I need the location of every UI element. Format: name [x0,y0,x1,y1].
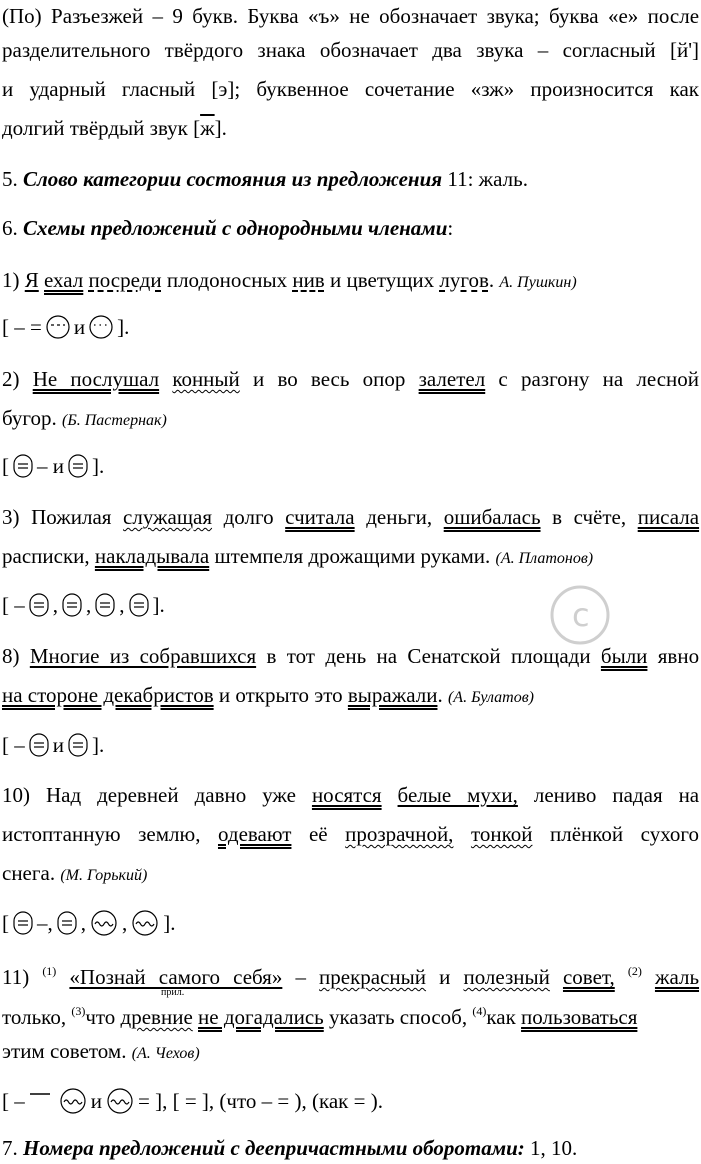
author: А. Пушкин) [499,274,577,291]
word: Буква [247,4,299,28]
example-8 [2,641,699,671]
word: землю, [138,822,201,846]
example-10 [2,780,699,810]
word: тот [286,644,315,668]
attribute-circle-icon [130,909,160,937]
word: день [325,644,367,668]
word: опор [362,367,406,391]
word: были [600,644,648,668]
text-line: долгий твёрдый звук [ж]. [2,116,227,140]
word: прозрачной, [345,822,454,846]
word: давно [194,783,247,807]
word: деревней [97,783,179,807]
word: Разъезжей [51,4,144,28]
word: букв. [192,4,239,28]
word: плёнкой [549,822,624,846]
predicate-oval-icon [94,592,116,618]
word: на [376,644,398,668]
word: лениво [533,783,597,807]
word: на [678,783,700,807]
section-6: 6. Схемы предложений с однородными членами: [2,216,454,240]
word: согласный [562,38,656,62]
word: и [2,77,14,101]
word: буква [549,4,599,28]
word: «е» [607,4,639,28]
word: произносится [530,77,654,101]
word: 2) [2,367,20,391]
text-line [2,35,699,65]
word: Не послушал [32,367,160,391]
word: и [252,367,265,391]
text-line: расписки, накладывала штемпеля дрожащими руками. (А. Платонов) [2,544,594,568]
word: разделительного [2,38,151,62]
homogeneous-circle-icon [45,314,71,340]
word: «зж» [470,77,515,101]
word: служащая [123,505,213,529]
word: явно [657,644,700,668]
word: 8) [2,644,20,668]
word: обозначает [379,4,478,28]
word: Многие из собравшихся [29,644,257,668]
author: (А. Платонов) [495,550,594,567]
predicate-oval-icon [67,453,89,479]
text-line [2,1,699,31]
text-line [2,74,699,104]
word: лесной [636,367,699,391]
word: залетел [418,367,486,391]
word: писала [637,505,700,529]
text-line: бугор. (Б. Пастернак) [2,406,167,430]
word: ударный [29,77,106,101]
word: – [537,38,549,62]
word: весь [310,367,350,391]
word: Сенатской [407,644,501,668]
word: после [647,4,700,28]
word: ошибалась [443,505,541,529]
example-1: 1) Я ехал посреди плодоносных нив и цветущих лугов. А. Пушкин) [2,268,577,292]
long-sound: ж [200,116,215,140]
word: буквенное [256,77,349,101]
homogeneous-circle-icon [88,314,114,340]
word: площади [510,644,591,668]
word: в [266,644,277,668]
word: счёте, [573,505,627,529]
word: [э]; [211,77,241,101]
word: звука [476,38,524,62]
attribute-circle-icon [105,1087,135,1115]
word: 10) [2,783,30,807]
svg-text:c: c [572,596,590,634]
word: её [308,822,328,846]
word: 9 [172,4,183,28]
word: истоптанную [2,822,121,846]
scheme-10: [ – , , , ]. [2,911,176,935]
example-2 [2,364,699,394]
word: одевают [217,822,292,846]
subject-line-icon [28,1086,52,1116]
word: разгону [520,367,590,391]
word: падая [612,783,663,807]
word: тонкой [470,822,533,846]
scheme-2: [ – и ]. [2,454,105,478]
word: уже [262,783,296,807]
example-3 [2,502,699,532]
scheme-8: [ – и ]. [2,733,105,757]
word: «ъ» [307,4,340,28]
scheme-1: [ – = и ]. [2,315,130,339]
scheme-3: [ – , , , ]. [2,593,165,617]
word: носятся [311,783,382,807]
attribute-circle-icon [58,1087,88,1115]
text-line: снега. (М. Горький) [2,861,148,885]
example-11: 11) $^{(1)}$ «Познай самого себя» – прекрасный и полезный совет, $^{(2)}$ жаль [2,964,700,989]
word: долго [223,505,274,529]
word: звука; [486,4,540,28]
word: не [349,4,370,28]
word: два [432,38,462,62]
word: конный [172,367,240,391]
word: с [498,367,508,391]
word: Пожилая [31,505,112,529]
author: (М. Горький) [60,867,148,884]
section-title: Слово категории состояния из предложения [23,167,443,191]
part-of-speech-note: прил. [161,987,185,998]
text-line: только, $^{(3)}$что древние не догадались указать способ, $^{(4)}$как пользоваться [2,1004,638,1029]
section-title: Схемы предложений с однородными членами [23,216,448,240]
predicate-oval-icon [28,732,50,758]
word: деньги, [366,505,433,529]
predicate-oval-icon [28,592,50,618]
word: считала [285,505,355,529]
word: твёрдого [164,38,244,62]
text-line: на стороне декабристов и открыто это выражали. (А. Булатов) [2,683,534,707]
word: как [669,77,699,101]
predicate-oval-icon [12,910,34,936]
word: в [552,505,563,529]
word: сочетание [364,77,455,101]
author: (А. Булатов) [447,689,534,706]
text-line: этим советом. (А. Чехов) [2,1039,200,1063]
predicate-oval-icon [128,592,150,618]
author: (Б. Пастернак) [61,412,167,429]
word: на [602,367,624,391]
word: Над [45,783,82,807]
word: знака [257,38,306,62]
section-5: 5. Слово категории состояния из предложения 11: жаль. [2,167,528,191]
word: (По) [2,4,42,28]
word: сухого [640,822,699,846]
word: обозначает [319,38,418,62]
predicate-oval-icon [12,453,34,479]
word: белые мухи, [397,783,518,807]
text-line [2,819,699,849]
author: (А. Чехов) [131,1045,200,1062]
word: 3) [2,505,20,529]
predicate-oval-icon [61,592,83,618]
section-7: 7. Номера предложений с деепричастными оборотами: 1, 10. [2,1136,578,1160]
scheme-11: [ – и = ], [ = ], (что – = ), (как = ). [2,1084,383,1118]
predicate-oval-icon [56,910,78,936]
attribute-circle-icon [89,909,119,937]
predicate-oval-icon [67,732,89,758]
word: гласный [121,77,196,101]
word: во [277,367,298,391]
word: [й'] [669,38,699,62]
word: – [152,4,163,28]
section-title: Номера предложений с деепричастными оборотами: [23,1136,525,1160]
